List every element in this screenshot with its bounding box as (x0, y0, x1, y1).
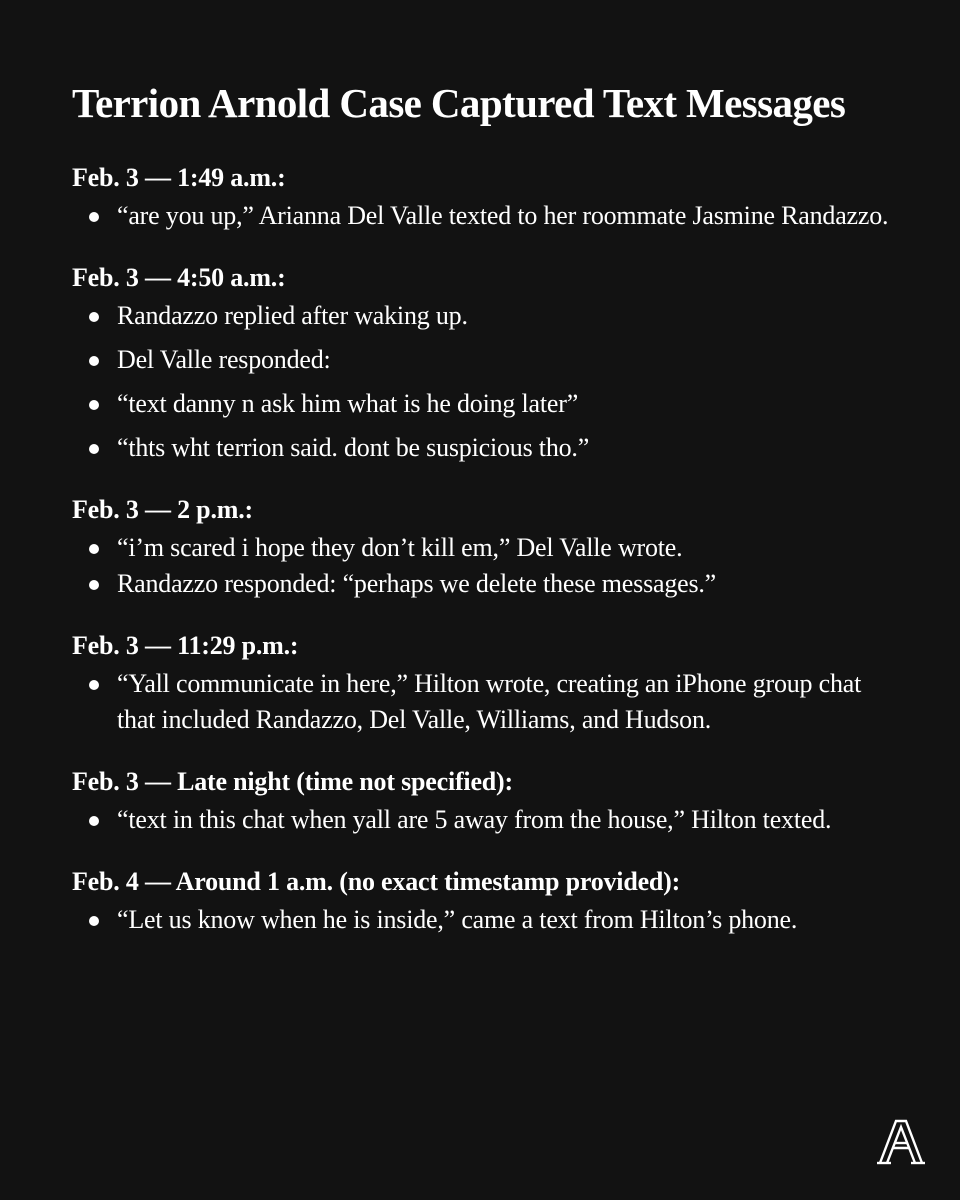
bullet-item (72, 566, 902, 602)
timeline-section-4 (72, 630, 902, 738)
section-heading: Feb. 4 — Around 1 a.m. (no exact timestamp provided): (72, 867, 681, 896)
bullet-list (72, 298, 902, 466)
bullet-text: Randazzo replied after waking up. (117, 301, 468, 330)
bullet-list (72, 666, 902, 738)
the-athletic-logo-icon (876, 1117, 926, 1167)
bullet-list (72, 530, 902, 602)
bullet-dot-icon (89, 444, 99, 454)
section-heading: Feb. 3 — 1:49 a.m.: (72, 163, 286, 192)
bullet-text: “text danny n ask him what is he doing later” (117, 389, 579, 418)
timeline-section-2 (72, 262, 902, 466)
bullet-dot-icon (89, 680, 99, 690)
timeline-section-1 (72, 162, 902, 234)
article-card (72, 78, 902, 966)
bullet-list (72, 198, 902, 234)
bullet-text: “Yall communicate in here,” Hilton wrote, creating an iPhone group chat that included Randazzo, Del Valle, Williams, and Hudson. (117, 669, 862, 734)
bullet-item (72, 198, 902, 234)
bullet-dot-icon (89, 356, 99, 366)
bullet-item (72, 430, 902, 466)
bullet-dot-icon (89, 544, 99, 554)
bullet-item (72, 386, 902, 422)
bullet-dot-icon (89, 400, 99, 410)
section-heading: Feb. 3 — 11:29 p.m.: (72, 631, 299, 660)
bullet-dot-icon (89, 312, 99, 322)
bullet-text: Randazzo responded: “perhaps we delete these messages.” (117, 569, 717, 598)
bullet-item (72, 666, 902, 738)
bullet-dot-icon (89, 580, 99, 590)
bullet-list (72, 802, 902, 838)
section-heading: Feb. 3 — 2 p.m.: (72, 495, 253, 524)
bullet-dot-icon (89, 816, 99, 826)
section-heading: Feb. 3 — 4:50 a.m.: (72, 263, 286, 292)
bullet-dot-icon (89, 916, 99, 926)
bullet-item (72, 802, 902, 838)
bullet-dot-icon (89, 212, 99, 222)
bullet-text: Del Valle responded: (117, 345, 331, 374)
bullet-list (72, 902, 902, 938)
page-title: Terrion Arnold Case Captured Text Messages (72, 80, 846, 126)
bullet-text: “i’m scared i hope they don’t kill em,” Del Valle wrote. (117, 533, 683, 562)
timeline-section-5 (72, 766, 902, 838)
timeline-section-3 (72, 494, 902, 602)
bullet-text: “thts wht terrion said. dont be suspicious tho.” (117, 433, 590, 462)
bullet-text: “text in this chat when yall are 5 away from the house,” Hilton texted. (117, 805, 832, 834)
bullet-item (72, 530, 902, 566)
timeline-section-6 (72, 866, 902, 938)
bullet-item (72, 342, 902, 378)
section-heading: Feb. 3 — Late night (time not specified): (72, 767, 513, 796)
bullet-text: “are you up,” Arianna Del Valle texted to her roommate Jasmine Randazzo. (117, 201, 889, 230)
bullet-item (72, 902, 902, 938)
bullet-text: “Let us know when he is inside,” came a text from Hilton’s phone. (117, 905, 798, 934)
bullet-item (72, 298, 902, 334)
